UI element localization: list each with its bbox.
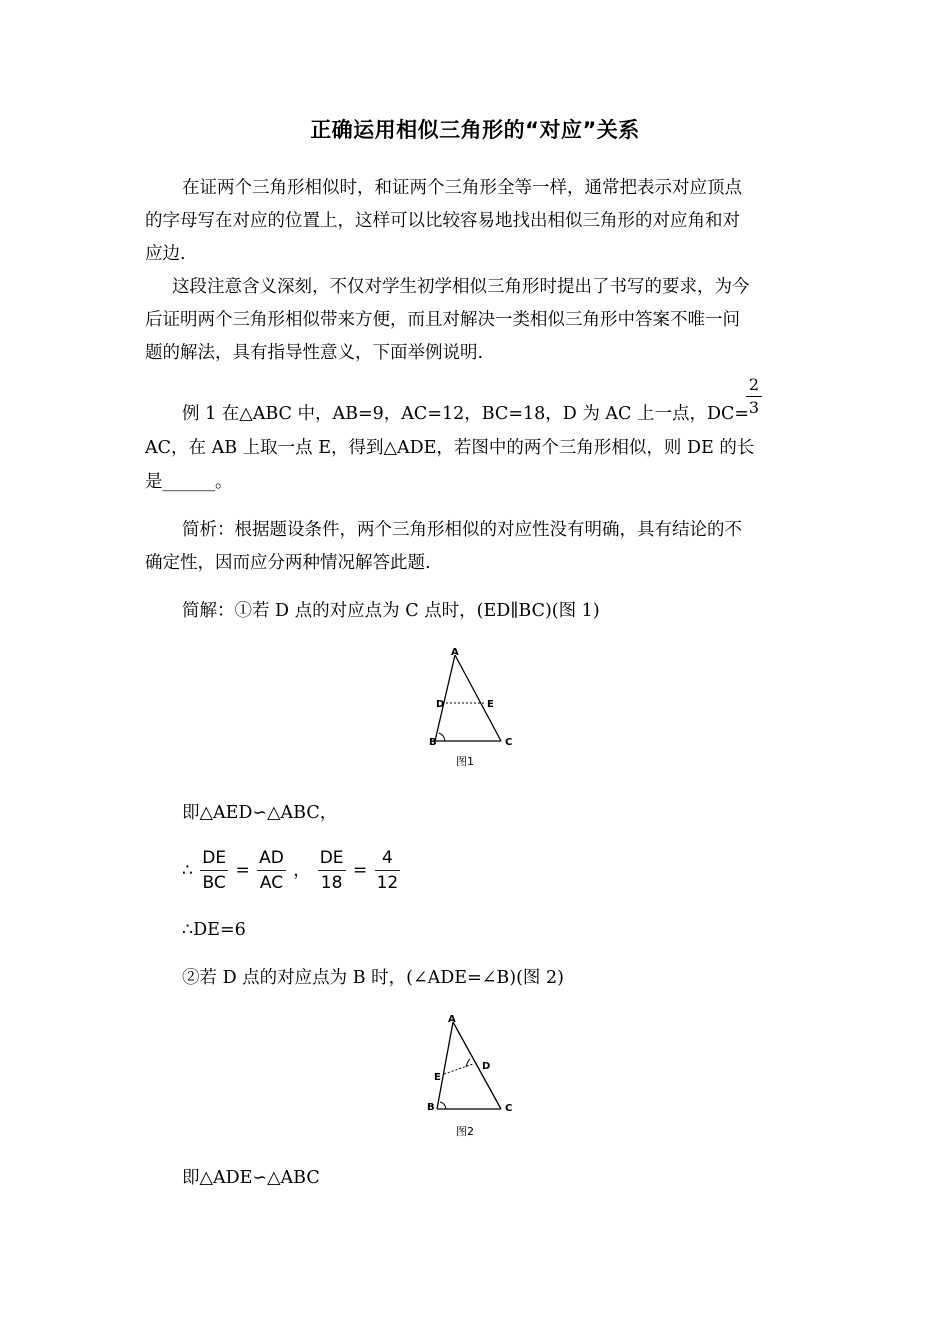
fig1-side-ac	[455, 655, 501, 741]
fig2-label-a: A	[448, 1014, 456, 1025]
frac-num: DE	[200, 846, 228, 871]
example-line3: 是______。	[145, 472, 233, 492]
example-line1: 例 1 在△ABC 中，AB=9，AC=12，BC=18，D 为 AC 上一点，DC=	[182, 404, 750, 424]
intro-p1-line3: 应边.	[145, 244, 186, 264]
frac-de-bc	[200, 846, 228, 895]
ratio-equation	[182, 846, 402, 895]
example-line2: AC，在 AB 上取一点 E，得到△ADE，若图中的两个三角形相似，则 DE 的长	[145, 438, 755, 458]
fig1-label-a: A	[451, 647, 459, 658]
fig2-angle-b	[440, 1102, 446, 1109]
frac-4-12	[375, 846, 401, 895]
fig1-label-c: C	[505, 737, 513, 748]
result-1: ∴DE=6	[182, 920, 246, 940]
intro-p1-line2: 的字母写在对应的位置上，这样可以比较容易地找出相似三角形的对应角和对	[145, 211, 740, 231]
similar-statement-2: 即△ADE∽△ABC	[182, 1168, 320, 1188]
frac-den: 18	[320, 873, 343, 893]
fig1-label-e: E	[487, 699, 494, 710]
frac-den: BC	[202, 873, 226, 893]
therefore-symbol: ∴	[182, 860, 193, 881]
fig1-angle-b	[439, 733, 445, 741]
frac-den: 12	[376, 873, 399, 893]
fig1-side-ab	[435, 655, 455, 741]
frac-ad-ac	[257, 846, 286, 895]
similar-statement-1: 即△AED∽△ABC，	[182, 803, 338, 823]
fig2-side-ab	[437, 1022, 453, 1109]
fig1-label-d: D	[436, 699, 445, 710]
equals-sign: =	[352, 860, 368, 881]
frac-num: 4	[375, 846, 401, 871]
fraction-denominator: 3	[748, 398, 760, 417]
fig1-label-b: B	[429, 737, 437, 748]
frac-den: AC	[259, 873, 284, 893]
analysis-line1: 简析：根据题设条件，两个三角形相似的对应性没有明确，具有结论的不	[182, 520, 742, 540]
intro-p1-line1: 在证两个三角形相似时，和证两个三角形全等一样，通常把表示对应顶点	[182, 178, 742, 198]
fig2-side-ac	[453, 1022, 501, 1109]
frac-de-18	[318, 846, 346, 895]
intro-p2-line3: 题的解法，具有指导性意义，下面举例说明.	[145, 343, 484, 363]
intro-p2-line1: 这段注意含义深刻，不仅对学生初学相似三角形时提出了书写的要求，为今	[172, 277, 750, 297]
fig2-label-c: C	[505, 1103, 513, 1114]
solution-case1: 简解：①若 D 点的对应点为 C 点时，(ED∥BC)(图 1)	[182, 601, 600, 621]
fig1-caption: 图1	[456, 755, 474, 768]
solution-case2: ②若 D 点的对应点为 B 时，(∠ADE=∠B)(图 2)	[182, 968, 564, 988]
example-fraction	[742, 374, 766, 419]
fig2-label-b: B	[427, 1102, 435, 1113]
analysis-line2: 确定性，因而应分两种情况解答此题.	[145, 553, 431, 573]
fig2-segment-de	[444, 1064, 473, 1074]
figure-1	[425, 645, 525, 770]
intro-p2-line2: 后证明两个三角形相似带来方便，而且对解决一类相似三角形中答案不唯一问	[145, 310, 740, 330]
frac-num: AD	[257, 846, 286, 871]
page-title: 正确运用相似三角形的“对应”关系	[310, 118, 640, 142]
figure-2	[425, 1012, 525, 1140]
equals-sign: =	[235, 860, 250, 881]
fig2-label-d: D	[482, 1061, 491, 1072]
fraction-numerator: 2	[748, 375, 760, 394]
comma: ，	[293, 860, 311, 881]
fig2-label-e: E	[434, 1072, 441, 1083]
frac-num: DE	[318, 846, 346, 871]
fig2-caption: 图2	[456, 1125, 474, 1138]
